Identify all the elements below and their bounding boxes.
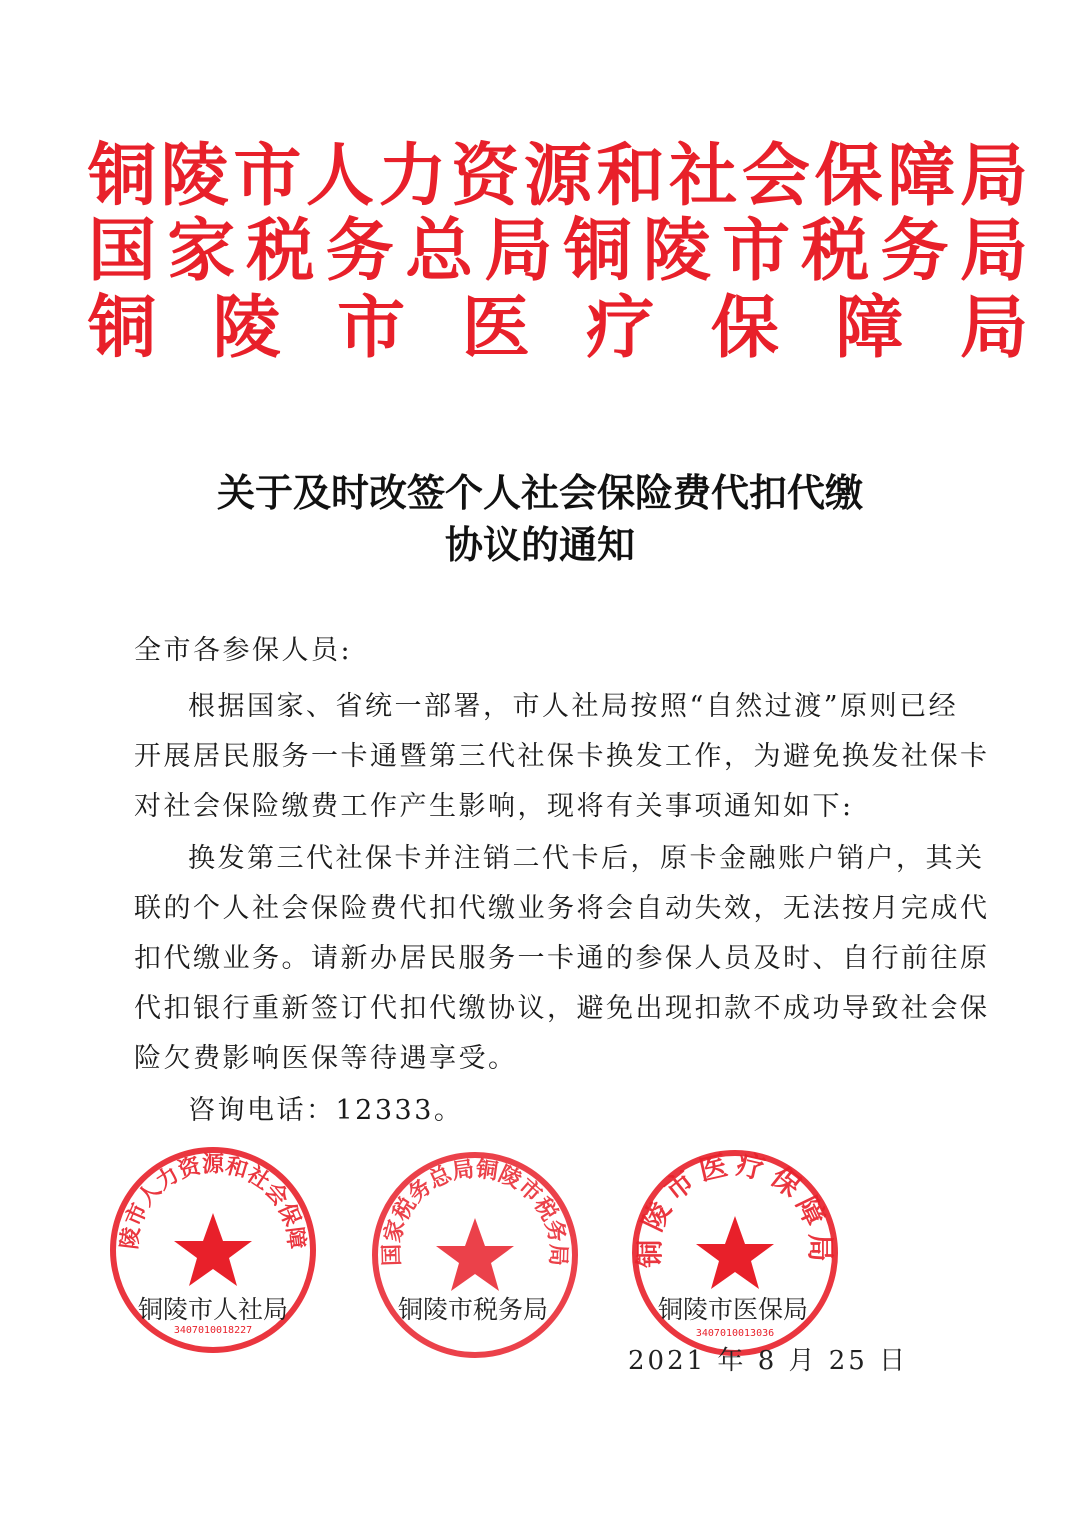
- letterhead-char: 保: [710, 288, 779, 368]
- letterhead-char: 局: [959, 211, 1028, 291]
- seal-name-tax: 铜陵市税务局: [398, 1295, 549, 1324]
- letterhead-line-tax: [88, 211, 1028, 291]
- letterhead-char: 税: [801, 211, 870, 291]
- letterhead-line-medical: [88, 288, 1028, 368]
- letterhead-char: 陵: [212, 288, 281, 368]
- letterhead-char: 医: [461, 288, 530, 368]
- salutation: 全市各参保人员:: [134, 635, 353, 666]
- body-line: 联的个人社会保险费代扣代缴业务将会自动失效，无法按月完成代: [134, 893, 990, 924]
- letterhead-char: 家: [167, 211, 236, 291]
- letterhead-char: 务: [325, 211, 394, 291]
- issue-date: 2021 年 8 月 25 日: [628, 1346, 909, 1376]
- body-line: 扣代缴业务。请新办居民服务一卡通的参保人员及时、自行前往原: [134, 943, 990, 974]
- letterhead-char: 资: [451, 136, 520, 216]
- letterhead-char: 疗: [586, 288, 655, 368]
- svg-text:3407010018227: 3407010018227: [173, 1325, 253, 1336]
- letterhead-char: 保: [814, 136, 883, 216]
- svg-text:3407010013036: 3407010013036: [695, 1328, 775, 1339]
- body-line: 对社会保险缴费工作产生影响，现将有关事项通知如下:: [134, 791, 854, 822]
- body-line: 换发第三代社保卡并注销二代卡后，原卡金融账户销户，其关: [188, 843, 985, 874]
- body-line: 开展居民服务一卡通暨第三代社保卡换发工作，为避免换发社保卡: [134, 741, 990, 772]
- letterhead-char: 总: [405, 211, 474, 291]
- letterhead-char: 铜: [88, 136, 157, 216]
- seal-tax: [370, 1150, 580, 1364]
- letterhead-char: 陵: [642, 211, 711, 291]
- seal-hrss: [96, 1125, 318, 1359]
- letterhead-char: 会: [741, 136, 810, 216]
- letterhead-char: 税: [246, 211, 315, 291]
- letterhead-char: 陵: [160, 136, 229, 216]
- letterhead-char: 务: [880, 211, 949, 291]
- body-line: 险欠费影响医保等待遇享受。: [134, 1043, 518, 1074]
- letterhead-char: 局: [484, 211, 553, 291]
- letterhead-char: 市: [233, 136, 302, 216]
- svg-text:铜陵市医疗保障局: 铜陵市医疗保障局: [632, 1147, 838, 1268]
- letterhead-line-hrss: [88, 136, 1028, 216]
- letterhead-char: 铜: [88, 288, 157, 368]
- contact-phone: 咨询电话：12333。: [188, 1095, 464, 1126]
- letterhead-char: 力: [378, 136, 447, 216]
- letterhead-char: 市: [722, 211, 791, 291]
- body-line: 根据国家、省统一部署，市人社局按照“自然过渡”原则已经: [188, 691, 959, 722]
- letterhead-char: 人: [305, 136, 374, 216]
- letterhead-char: 局: [959, 136, 1028, 216]
- svg-text:铜陵市人力资源和社会保障局: 铜陵市人力资源和社会保障局: [96, 1125, 310, 1251]
- body-line: 代扣银行重新签订代扣代缴协议，避免出现扣款不成功导致社会保: [134, 993, 990, 1024]
- svg-text:国家税务总局铜陵市税务局: 国家税务总局铜陵市税务局: [378, 1156, 572, 1267]
- letterhead-char: 和: [596, 136, 665, 216]
- letterhead-char: 障: [887, 136, 956, 216]
- seal-name-medical: 铜陵市医保局: [658, 1295, 809, 1324]
- seal-medical: [630, 1148, 840, 1362]
- letterhead-char: 社: [669, 136, 738, 216]
- seal-name-hrss: 铜陵市人社局: [138, 1295, 289, 1324]
- letterhead-char: 国: [88, 211, 157, 291]
- document-title-line2: 协议的通知: [444, 522, 635, 567]
- letterhead-char: 市: [337, 288, 406, 368]
- letterhead-char: 障: [835, 288, 904, 368]
- letterhead-char: 局: [959, 288, 1028, 368]
- letterhead-char: 铜: [563, 211, 632, 291]
- letterhead-char: 源: [523, 136, 592, 216]
- document-title-line1: 关于及时改签个人社会保险费代扣代缴: [216, 470, 863, 515]
